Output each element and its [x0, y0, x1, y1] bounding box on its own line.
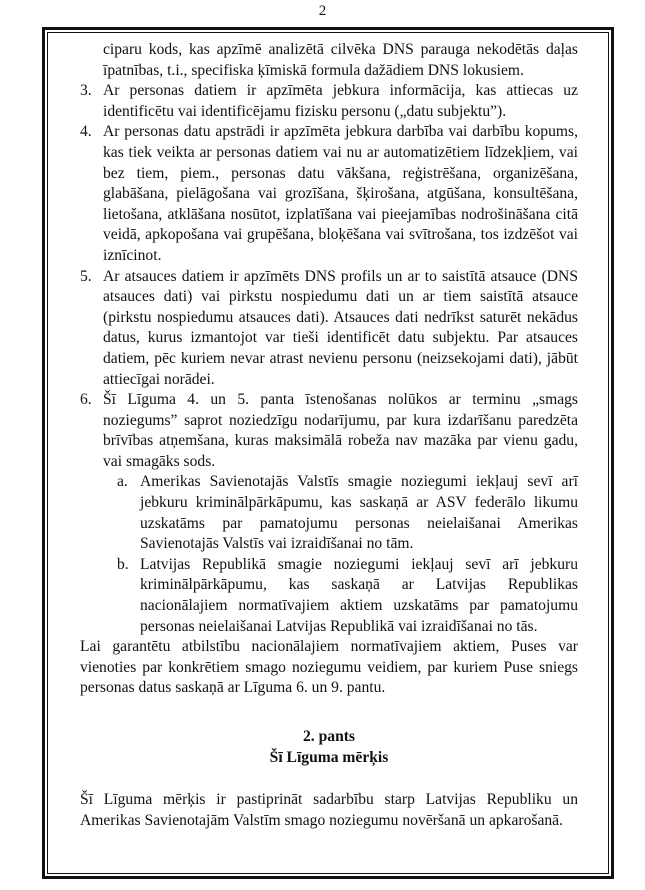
document-body	[80, 40, 578, 847]
article-heading	[80, 727, 578, 768]
sub-item-text: Latvijas Republikā smagie noziegumi iekļauj sevī arī jebkuru kriminālpārkāpumu, kas saskaņā ar Latvijas Republikas nacionālajiem normatīvajiem aktiem uzskatāms par pamatojumu personas neielaišanai Latvijas Republikā vai izraidīšanai no tās.	[140, 555, 578, 635]
item-text: Ar atsauces datiem ir apzīmēts DNS profils un ar to saistītā atsauce (DNS atsauces dati) vai pirkstu nospiedumu dati un ar tiem saistītā atsauce (pirkstu nospiedumu atsauces dati). Atsauces dati nedrīkst saturēt nekādus datus, kurus izmantojot var tieši identificēt datu subjektu. Par atsauces datiem, pēc kuriem nevar atrast nevienu personu (neizsekojami dati), jābūt attiecīgai norādei.	[103, 267, 578, 388]
item-number: 5.	[80, 267, 92, 285]
sub-item-letter: a.	[117, 473, 128, 491]
sub-list-item	[103, 555, 578, 637]
definitions-list	[80, 81, 578, 637]
sub-item-letter: b.	[117, 555, 129, 573]
list-item	[80, 122, 578, 266]
sub-list-item	[103, 472, 578, 554]
item-text: Šī Līguma 4. un 5. panta īstenošanas nolūkos ar terminu „smags noziegums” saprot noziedzīgu nodarījumu, par kura izdarīšanu paredzēta brīvības atņemšana, kuras maksimālā robeža nav mazāka par vienu gadu, vai smagāks sods.	[103, 391, 578, 470]
item-number: 6.	[80, 391, 92, 409]
closing-paragraph: Lai garantētu atbilstību nacionālajiem normatīvajiem aktiem, Puses var vienoties par konkrētiem smago noziegumu veidiem, par kuriem Puse sniegs personas datus saskaņā ar Līguma 6. un 9. pantu.	[80, 638, 578, 697]
list-item	[80, 267, 578, 391]
page-number: 2	[318, 3, 327, 19]
serious-crimes-sublist	[103, 472, 578, 637]
continuation-paragraph: ciparu kods, kas apzīmē analizētā cilvēka DNS parauga nekodētās daļas īpatnības, t.i., specifiska ķīmiskā formula dažādiem DNS lokusiem.	[103, 41, 578, 79]
article-body: Šī Līguma mērķis ir pastiprināt sadarbību starp Latvijas Republiku un Amerikas Savienotajām Valstīm smago noziegumu novēršanā un apkarošanā.	[80, 791, 578, 829]
list-item	[80, 81, 578, 122]
sub-item-text: Amerikas Savienotajās Valstīs smagie noziegumi iekļauj sevī arī jebkuru kriminālpārkāpumu, kas saskaņā ar ASV federālo likumu uzskatāms par pamatojumu personas neielaišanai Amerikas Savienotajās Valstīs vai izraidīšanai no tām.	[140, 473, 578, 553]
article-title: Šī Līguma mērķis	[269, 748, 389, 766]
item-number: 3.	[80, 82, 92, 100]
list-item	[80, 390, 578, 637]
item-number: 4.	[80, 123, 92, 141]
article-number: 2. pants	[303, 728, 355, 745]
item-text: Ar personas datu apstrādi ir apzīmēta jebkura darbība vai darbību kopums, kas tiek veikta ar personas datiem vai nu ar automatizētiem līdzekļiem, vai bez tiem, piem., personas datu vākšana, reģistrēšana, organizēšana, glabāšana, pielāgošana vai grozīšana, šķirošana, atgūšana, konsultēšana, lietošana, atklāšana nosūtot, izplatīšana vai pieejamības nodrošināšana citā veidā, apkopošana vai grupēšana, bloķēšana vai svītrošana, tos izdzēšot vai iznīcinot.	[103, 123, 578, 264]
item-text: Ar personas datiem ir apzīmēta jebkura informācija, kas attiecas uz identificētu vai identificējamu fizisku personu („datu subjektu”).	[103, 82, 578, 120]
